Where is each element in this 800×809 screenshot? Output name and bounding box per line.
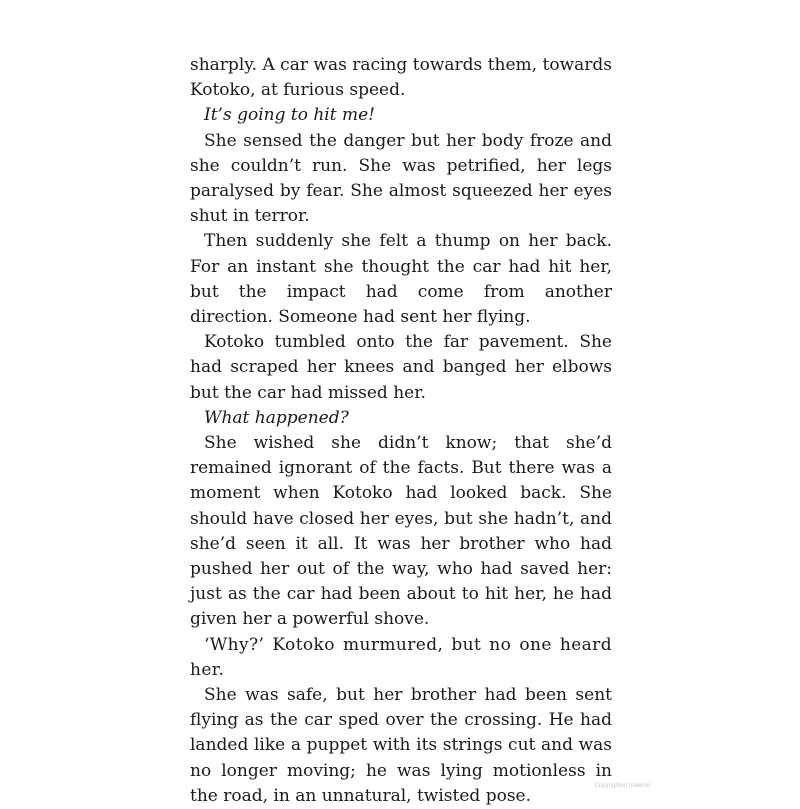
copyright-watermark: Copyrighted material [594, 783, 650, 789]
paragraph-danger: She sensed the danger but her body froze and she couldn’t run. She was petrified, her legs paralysed by fear. She almost squeezed her eyes shut in terror. [190, 130, 612, 227]
paragraph-thought-what: What happened? [204, 407, 349, 428]
paragraph-safe: She was safe, but her brother had been sent flying as the car sped over the crossing. He had landed like a puppet with its strings cut and was no longer moving; he was lying motionless in the road, in an unnatural, twisted pose. [190, 685, 612, 806]
paragraph-wished: She wished she didn’t know; that she’d remained ignorant of the facts. But there was a moment when Kotoko had looked back. She should have closed her eyes, but she hadn’t, and she’d seen it all. It was her brother who had pushed her out of the way, who had saved her: just as the car had been about to hit her, he had given her a powerful shove. [190, 433, 612, 630]
paragraph-thump: Then suddenly she felt a thump on her back. For an instant she thought the car had hit her, but the impact had come from another direction. Someone had sent her flying. [190, 231, 612, 328]
paragraph-thought-hit: It’s going to hit me! [204, 105, 375, 126]
paragraph-why: ‘Why?’ Kotoko murmured, but no one heard her. [190, 634, 612, 680]
body-text [190, 53, 612, 809]
paragraph-tumbled: Kotoko tumbled onto the far pavement. She had scraped her knees and banged her elbows but the car had missed her. [190, 332, 612, 403]
paragraph-continuation: sharply. A car was racing towards them, towards Kotoko, at furious speed. [190, 55, 612, 101]
